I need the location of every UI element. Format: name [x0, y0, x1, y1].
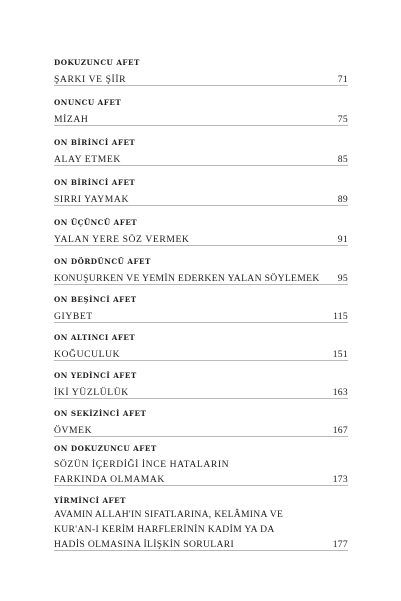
toc-entry	[54, 294, 348, 332]
chapter-title: YALAN YERE SÖZ VERMEK	[54, 234, 190, 245]
chapter-title: İKİ YÜZLÜLÜK	[54, 387, 129, 398]
page-number: 91	[337, 234, 348, 245]
section-label: ONUNCU AFET	[54, 98, 122, 107]
section-label: ON SEKİZİNCİ AFET	[54, 409, 147, 418]
toc-line	[54, 457, 348, 472]
toc-line	[54, 522, 348, 537]
page-number: 71	[337, 74, 348, 85]
chapter-title: GIYBET	[54, 311, 93, 322]
section-label: YİRMİNCİ AFET	[54, 496, 126, 505]
page-number: 177	[332, 539, 348, 550]
toc-entry	[54, 408, 348, 443]
page-number: 95	[337, 273, 348, 284]
chapter-title: AVAMIN ALLAH'IN SIFATLARINA, KELÂMINA VE	[54, 509, 284, 520]
toc-entry	[54, 495, 348, 557]
page-number: 75	[337, 114, 348, 125]
toc-line	[54, 72, 348, 87]
toc-line	[54, 309, 348, 324]
page-number: 151	[332, 349, 348, 360]
chapter-title: SÖZÜN İÇERDİĞİ İNCE HATALARIN	[54, 459, 230, 470]
section-label: ON ALTINCI AFET	[54, 333, 136, 342]
toc-line	[54, 385, 348, 400]
chapter-title: ÖVMEK	[54, 425, 93, 436]
chapter-title-continued: KUR'AN-I KERİM HARFLERİNİN KADİM YA DA	[54, 524, 275, 535]
toc-line	[54, 192, 348, 207]
section-label: DOKUZUNCU AFET	[54, 58, 140, 67]
section-label: ON ÜÇÜNCÜ AFET	[54, 218, 138, 227]
page-number: 89	[337, 194, 348, 205]
chapter-title: ŞARKI VE ŞİİR	[54, 74, 127, 85]
toc-line	[54, 152, 348, 167]
section-label: ON YEDİNCİ AFET	[54, 371, 137, 380]
page-number: 167	[332, 425, 348, 436]
toc-line	[54, 232, 348, 247]
toc-entry	[54, 370, 348, 408]
toc-entry	[54, 57, 348, 97]
page-number: 173	[332, 474, 348, 485]
page-number: 115	[333, 311, 348, 322]
section-label: ON DOKUZUNCU AFET	[54, 444, 157, 453]
toc-entry	[54, 443, 348, 495]
toc-entry	[54, 332, 348, 370]
section-label: ON BİRİNCİ AFET	[54, 138, 136, 147]
toc-entry	[54, 97, 348, 137]
toc-line	[54, 347, 348, 362]
section-label: ON BİRİNCİ AFET	[54, 178, 136, 187]
chapter-title: SIRRI YAYMAK	[54, 194, 129, 205]
toc-line	[54, 507, 348, 522]
chapter-title: MİZAH	[54, 114, 89, 125]
toc-entry	[54, 177, 348, 217]
section-label: ON BEŞİNCİ AFET	[54, 295, 137, 304]
table-of-contents	[54, 57, 348, 557]
chapter-title-continued: FARKINDA OLMAMAK	[54, 474, 165, 485]
toc-entry	[54, 256, 348, 294]
page-number: 85	[337, 154, 348, 165]
toc-entry	[54, 137, 348, 177]
toc-line	[54, 271, 348, 286]
toc-line	[54, 112, 348, 127]
chapter-title: KOĞUCULUK	[54, 349, 121, 360]
page-number: 163	[332, 387, 348, 398]
toc-line	[54, 537, 348, 552]
section-label: ON DÖRDÜNCÜ AFET	[54, 257, 151, 266]
chapter-title: ALAY ETMEK	[54, 154, 121, 165]
chapter-title: KONUŞURKEN VE YEMİN EDERKEN YALAN SÖYLEMEK	[54, 273, 320, 284]
toc-entry	[54, 217, 348, 256]
toc-line	[54, 423, 348, 438]
toc-line	[54, 472, 348, 487]
chapter-title-continued: HADİS OLMASINA İLİŞKİN SORULARI	[54, 539, 235, 550]
